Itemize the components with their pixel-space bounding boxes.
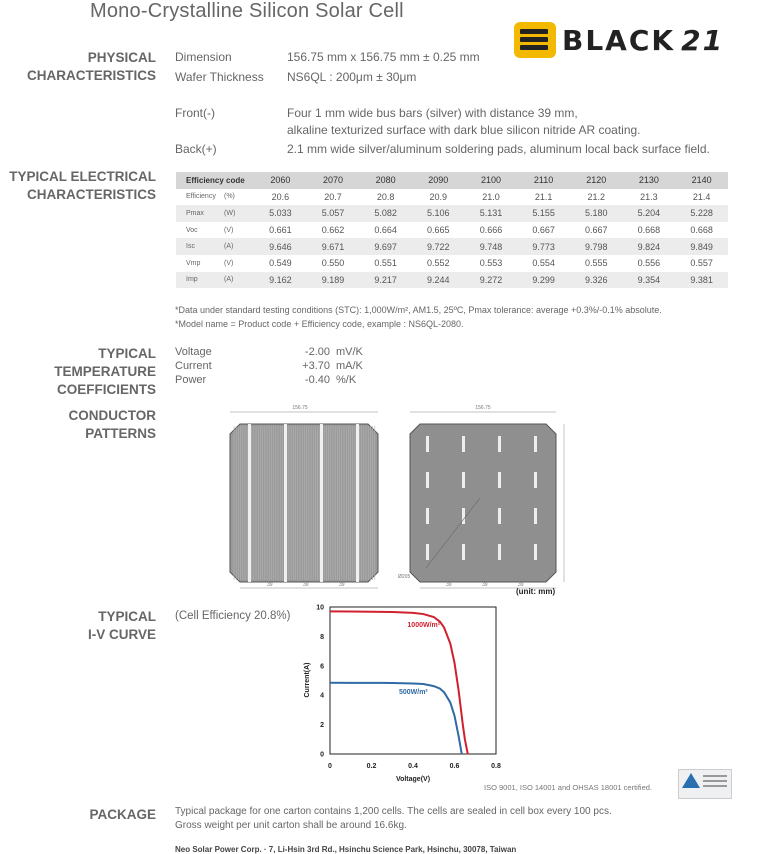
- efficiency-code-cell: 2120: [570, 172, 623, 189]
- value-cell: 9.162: [254, 272, 307, 289]
- value-cell: 5.106: [412, 205, 465, 222]
- package-line-2: Gross weight per unit carton shall be around 16.6kg.: [175, 820, 407, 831]
- series-label: 500W/m²: [398, 689, 428, 697]
- dimension-label: Dimension: [175, 50, 232, 64]
- model-note: *Model name = Product code + Efficiency code, example : NS6QL-2080.: [175, 319, 464, 329]
- brand-logo: [514, 22, 738, 60]
- temperature-value: +3.70: [302, 360, 330, 372]
- unit-note: (unit: mm): [516, 587, 556, 596]
- solder-pad: [462, 544, 465, 560]
- value-cell: 9.244: [412, 272, 465, 289]
- value-cell: 21.3: [640, 191, 658, 202]
- electrical-table: [176, 172, 728, 288]
- value-cell: 21.4: [692, 191, 711, 202]
- value-cell: 0.551: [374, 258, 397, 269]
- x-tick-label: 0: [328, 763, 332, 770]
- table-row: [176, 255, 728, 272]
- table-row: [176, 238, 728, 255]
- certification-badge-icon: [678, 769, 732, 799]
- temperature-label: Current: [175, 360, 212, 372]
- conductor-heading: CONDUCTOR PATTERNS: [68, 408, 156, 441]
- plot-frame: [330, 607, 496, 754]
- x-tick-label: 0.2: [366, 763, 377, 770]
- solder-pad: [498, 508, 501, 524]
- value-cell: 5.204: [623, 205, 676, 222]
- value-cell: 9.671: [307, 238, 360, 255]
- row-unit-cell: (W): [224, 205, 254, 222]
- row-name-cell: Vmp: [186, 259, 201, 267]
- conductor-drawings: [200, 400, 740, 602]
- value-cell: 0.667: [532, 225, 555, 236]
- solder-pad: [426, 472, 429, 488]
- row-name-cell: Imp: [176, 272, 224, 289]
- physical-heading: PHYSICAL CHARACTERISTICS: [26, 50, 156, 83]
- solder-pad: [498, 436, 501, 452]
- value-cell: 20.9: [429, 191, 448, 202]
- value-cell: 5.082: [359, 205, 412, 222]
- efficiency-code-cell: 2090: [412, 172, 465, 189]
- row-name-cell: Pmax: [176, 205, 224, 222]
- value-cell: 0.553: [479, 258, 503, 269]
- row-name-cell: Voc: [186, 226, 198, 234]
- solder-pad: [534, 472, 537, 488]
- value-cell: 5.228: [675, 205, 728, 222]
- x-axis-label: Voltage(V): [395, 776, 431, 783]
- value-cell: 0.668: [637, 225, 661, 236]
- value-cell: 0.665: [427, 225, 450, 236]
- solder-pad: [498, 544, 501, 560]
- x-tick-label: 0.4: [408, 763, 418, 770]
- value-cell: 5.180: [570, 205, 623, 222]
- solder-pad: [426, 544, 429, 560]
- y-tick-label: 4: [320, 692, 324, 700]
- value-cell: 9.299: [517, 272, 570, 289]
- value-cell: 0.664: [374, 225, 397, 236]
- solder-pad: [462, 508, 465, 524]
- value-cell: 5.033: [254, 205, 307, 222]
- value-cell: 21.0: [482, 191, 500, 202]
- solder-pad: [462, 436, 465, 452]
- value-cell: 20.7: [324, 191, 342, 202]
- back-width-dim: 156.75: [475, 405, 491, 411]
- value-cell: 9.354: [623, 272, 676, 289]
- front-pattern: [230, 405, 378, 588]
- efficiency-code-cell: 2140: [675, 172, 728, 189]
- solder-pad: [534, 508, 537, 524]
- value-cell: 9.272: [465, 272, 518, 289]
- value-cell: 9.722: [412, 238, 465, 255]
- back-spacing-dim-3: 39: [518, 582, 524, 588]
- value-cell: 20.6: [271, 191, 290, 202]
- y-tick-label: 8: [320, 633, 324, 641]
- y-tick-label: 10: [316, 604, 324, 612]
- wafer-label: Wafer Thickness: [175, 70, 264, 84]
- temperature-unit: mV/K: [336, 346, 363, 358]
- value-cell: 9.748: [465, 238, 518, 255]
- temperature-value: -0.40: [304, 374, 330, 386]
- value-cell: 0.552: [427, 258, 450, 269]
- temperature-row: [175, 373, 386, 387]
- temperature-unit: mA/K: [336, 360, 363, 372]
- row-unit-cell: (A): [224, 238, 254, 255]
- front-width-dim: 156.75: [292, 405, 308, 411]
- series-label: 1000W/m²: [407, 621, 441, 629]
- table-header-row: [176, 172, 728, 189]
- iv-chart: [296, 600, 506, 790]
- back-label: Back(+): [175, 142, 217, 156]
- cell-efficiency: (Cell Efficiency 20.8%): [175, 610, 291, 622]
- value-cell: 20.8: [376, 191, 395, 202]
- value-cell: 0.556: [637, 258, 661, 269]
- value-cell: 21.2: [587, 191, 606, 202]
- row-name-cell: Isc: [176, 238, 224, 255]
- temperature-label: Voltage: [175, 346, 212, 358]
- front-spacing-dim-2: 39: [303, 582, 309, 588]
- value-cell: 9.798: [570, 238, 623, 255]
- package-line-1: Typical package for one carton contains 1,200 cells. The cells are sealed in cell box every 100 pcs.: [175, 806, 612, 817]
- y-tick-label: 6: [320, 663, 324, 671]
- x-tick-label: 0.6: [449, 763, 460, 770]
- table-row: [176, 189, 728, 206]
- value-cell: 0.549: [269, 258, 292, 269]
- back-pattern: [398, 405, 564, 588]
- table-row: [176, 272, 728, 289]
- front-spacing-dim-3: 39: [339, 582, 345, 588]
- solder-pad: [426, 436, 429, 452]
- iv-heading: TYPICAL I-V CURVE: [87, 609, 156, 642]
- value-cell: 9.217: [359, 272, 412, 289]
- solder-pad: [534, 544, 537, 560]
- brand-suffix: 21: [681, 24, 725, 57]
- value-cell: 0.662: [321, 225, 345, 236]
- back-diag-dim: Ø205: [398, 574, 411, 580]
- temperature-row: [175, 359, 386, 373]
- brand-logo-icon: [514, 22, 556, 58]
- y-axis-label: Current(A): [304, 662, 311, 698]
- temperature-heading: TYPICAL TEMPERATURE COEFFICIENTS: [54, 346, 156, 397]
- table-header-cell: Efficiency code: [176, 172, 254, 189]
- value-cell: 9.773: [517, 238, 570, 255]
- solder-pad: [462, 472, 465, 488]
- value-cell: 0.666: [479, 225, 503, 236]
- solder-pad: [534, 436, 537, 452]
- front-spacing-dim-1: 39: [267, 582, 273, 588]
- value-cell: 0.667: [585, 225, 608, 236]
- y-tick-label: 2: [320, 722, 324, 730]
- value-cell: 0.661: [269, 225, 292, 236]
- value-cell: 9.824: [623, 238, 676, 255]
- row-name-cell: Efficiency: [186, 193, 216, 201]
- efficiency-code-cell: 2080: [359, 172, 412, 189]
- row-unit-cell: (V): [224, 259, 234, 267]
- back-spacing-dim-1: 39: [446, 582, 452, 588]
- temperature-row: [175, 345, 386, 359]
- back-value: 2.1 mm wide silver/aluminum soldering pads, aluminum local back surface field.: [287, 142, 710, 156]
- package-heading: PACKAGE: [89, 807, 156, 822]
- value-cell: 0.550: [321, 258, 345, 269]
- temperature-value: -2.00: [304, 346, 330, 358]
- efficiency-code-cell: 2110: [517, 172, 570, 189]
- value-cell: 9.189: [307, 272, 360, 289]
- table-row: [176, 222, 728, 239]
- stc-note: *Data under standard testing conditions (STC): 1,000W/m², AM1.5, 25ºC, Pmax tolerance: average +0.3%/-0.1% absolute.: [175, 305, 662, 315]
- solder-pad: [498, 472, 501, 488]
- efficiency-code-cell: 2100: [465, 172, 518, 189]
- value-cell: 9.697: [359, 238, 412, 255]
- row-unit-cell: (A): [224, 272, 254, 289]
- temperature-label: Power: [175, 374, 207, 386]
- front-label: Front(-): [175, 106, 215, 120]
- value-cell: 9.849: [675, 238, 728, 255]
- value-cell: 21.1: [534, 191, 553, 202]
- efficiency-code-cell: 2130: [623, 172, 676, 189]
- value-cell: 5.131: [465, 205, 518, 222]
- row-unit-cell: (V): [224, 226, 234, 234]
- table-row: [176, 205, 728, 222]
- y-tick-label: 0: [320, 751, 324, 759]
- temperature-list: [175, 345, 386, 387]
- wafer-value: NS6QL : 200μm ± 30μm: [287, 70, 417, 84]
- back-spacing-dim-2: 39: [482, 582, 488, 588]
- efficiency-code-cell: 2060: [254, 172, 307, 189]
- x-tick-label: 0.8: [491, 763, 501, 770]
- value-cell: 0.557: [690, 258, 713, 269]
- efficiency-code-cell: 2070: [307, 172, 360, 189]
- dimension-value: 156.75 mm x 156.75 mm ± 0.25 mm: [287, 50, 480, 64]
- value-cell: 0.554: [532, 258, 555, 269]
- value-cell: 9.326: [570, 272, 623, 289]
- row-unit-cell: (%): [224, 193, 235, 201]
- value-cell: 5.155: [517, 205, 570, 222]
- value-cell: 0.668: [690, 225, 713, 236]
- electrical-heading: TYPICAL ELECTRICAL CHARACTERISTICS: [9, 169, 156, 202]
- value-cell: 9.646: [254, 238, 307, 255]
- front-value-2: alkaline texturized surface with dark blue silicon nitride AR coating.: [287, 123, 641, 137]
- front-value-1: Four 1 mm wide bus bars (silver) with distance 39 mm,: [287, 106, 578, 120]
- certification-text: ISO 9001, ISO 14001 and OHSAS 18001 certified.: [484, 783, 653, 792]
- page-title: Mono-Crystalline Silicon Solar Cell: [90, 0, 404, 22]
- footer-address: Neo Solar Power Corp. · 7, Li-Hsin 3rd Rd., Hsinchu Science Park, Hsinchu, 30078, Taiwan: [175, 845, 517, 854]
- value-cell: 9.381: [675, 272, 728, 289]
- value-cell: 5.057: [307, 205, 360, 222]
- value-cell: 0.555: [585, 258, 608, 269]
- solder-pad: [426, 508, 429, 524]
- brand-name: BLACK: [562, 24, 676, 57]
- temperature-unit: %/K: [336, 374, 357, 386]
